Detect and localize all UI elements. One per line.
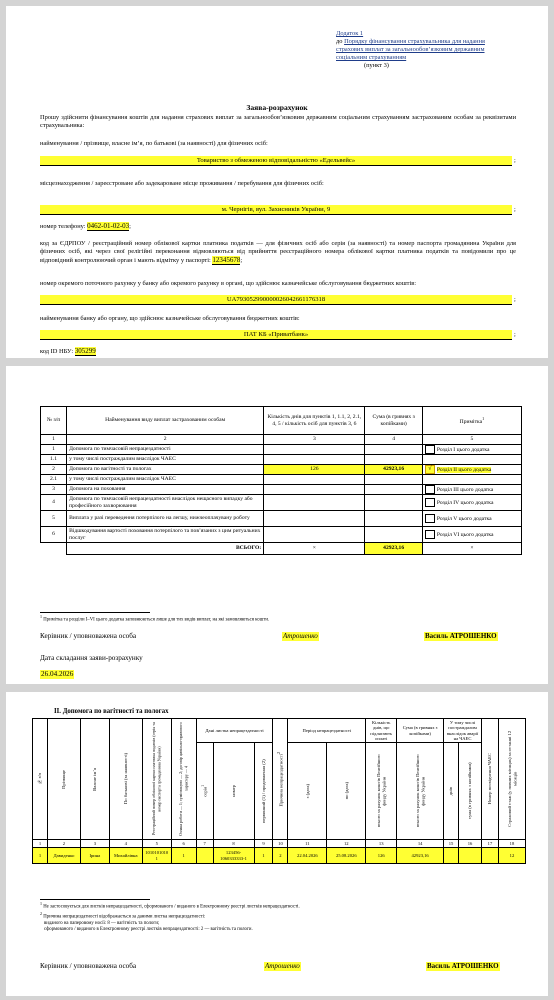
col-num: 5 (422, 435, 521, 445)
page-3 (6, 692, 548, 996)
col-num: 1 (41, 435, 67, 445)
col-num: 10 (273, 840, 288, 848)
row-days (264, 445, 365, 455)
annex-title[interactable]: Додаток 1 (336, 30, 364, 37)
row-note (422, 511, 521, 527)
row-note-text: Розділ II цього додатка (436, 466, 492, 473)
total-row (41, 543, 522, 555)
row-note-text: Розділ I цього додатка (436, 446, 490, 453)
col-num: 17 (482, 840, 499, 848)
row-note (422, 455, 521, 465)
row-num: 2 (41, 465, 67, 475)
row-note (422, 495, 521, 511)
cell-ch-sum (459, 848, 482, 864)
page-title: Заява-розрахунок (246, 103, 308, 112)
header-name: Найменування виду виплат застрахованим особам (67, 407, 264, 435)
row-sum (365, 495, 422, 511)
row-note (422, 485, 521, 495)
col-num: 11 (288, 840, 327, 848)
h-from: з (дата) (288, 743, 327, 840)
row-num: 6 (41, 527, 67, 543)
cell-from: 22.04.2026 (288, 848, 327, 864)
row-sum (365, 475, 422, 485)
row-name: Допомога по тимчасовій непрацездатності внаслідок нещасного випадку або професійного захворювання (67, 495, 264, 511)
maternity-table (32, 718, 526, 864)
header-note: Примітка$^1$ (422, 407, 521, 435)
col-num: 9 (254, 840, 273, 848)
cell-num: 1 (33, 848, 48, 864)
row-sum (365, 511, 422, 527)
h-number: номер (213, 743, 254, 840)
row-note-text: Розділ V цього додатка (436, 515, 492, 522)
row-name: у тому числі постраждалим внаслідок ЧАЕС (67, 455, 264, 465)
h-sick-group: Дані листка непрацездатності (196, 719, 273, 743)
head-label: Керівник / уповноважена особа (40, 632, 137, 640)
header-days: Кількість днів для пунктів 1, 1.1, 2, 2.1, 4, 5 / кількість осіб для пунктів 3, 6 (264, 407, 365, 435)
cell-cert (482, 848, 499, 864)
h-to: по (дата) (327, 743, 366, 840)
row-days (264, 455, 365, 465)
cell-rnokpp: 1010101010 1 (142, 848, 171, 864)
row-note (422, 445, 521, 455)
table-row[interactable] (41, 455, 522, 465)
bank-label: найменування банку або органу, що здійснює казначейське обслуговування бюджетних коштів: (40, 315, 300, 322)
semicolon: ; (514, 157, 516, 164)
address-label: місцезнаходження / зареєстроване або задекароване місце проживання / перебування для фізичних осіб: (40, 180, 324, 187)
h-chaes-group: У тому числі постраждалим внаслідок аварії на ЧАЕС (444, 719, 482, 743)
page-1 (6, 6, 548, 358)
date-label: Дата складання заяви-розрахунку (40, 654, 143, 662)
row-days (264, 495, 365, 511)
account-field[interactable] (40, 295, 512, 305)
h-reason: Причина непрацездатності$^2$ (273, 719, 288, 840)
row-note (422, 527, 521, 543)
phone-row: номер телефону: 0462-01-02-03; (40, 222, 131, 230)
total-sum[interactable]: 42923,16 (365, 543, 422, 555)
bank-value: ПАТ КБ «Приватбанк» (243, 331, 309, 338)
nbu-row (40, 347, 96, 356)
checkbox[interactable]: √ (425, 465, 435, 474)
footnotes: $^1$ Не застосовується для листків непрацездатності, сформованого / виданого в Електронному реєстрі листків непрацездатності. $^2$ Причина непрацездатності відображається за даними листка непрацездатності: виданого на паперовому носії: 8 — вагітність та пологи; сформованого / виданого в Електронному реєстрі листків непрацездатності: 2 — вагітність та пологи. (40, 901, 520, 934)
row-sum (365, 445, 422, 455)
cell-number: 123456-1060333333-1 (213, 848, 254, 864)
address-field[interactable] (40, 205, 512, 215)
checkbox[interactable] (425, 514, 435, 523)
h-ch-sum: сума (в гривнях з копійками) (459, 743, 482, 840)
h-rnokpp: Реєстраційний номер облікової картки платника податків (серія та номер паспорта громадянина України) (142, 719, 171, 840)
semicolon: ; (514, 331, 516, 338)
date-value[interactable]: 26.04.2026 (41, 670, 74, 678)
table-row[interactable] (41, 465, 522, 475)
annex-to: до (336, 38, 343, 45)
edrpou-label: код за ЄДРПОУ / реєстраційний номер облікової картки платника податків — для фізичних осіб або серія (за наявності) та номер паспорта громадянина України для фізичних осіб, які через свої релігійні переконання відмовляються від прийняття реєстраційного номера облікової картки платника податків та повідомили про це відповідний контролюючий орган і мають відмітку у паспорті: 12345678; (40, 240, 516, 264)
bank-field[interactable] (40, 330, 512, 340)
col-num: 3 (80, 840, 109, 848)
cell-surname: Давиденко (47, 848, 80, 864)
row-name: Допомога на поховання (67, 485, 264, 495)
col-num: 3 (264, 435, 365, 445)
row-num: 4 (41, 495, 67, 511)
footnote-divider (40, 899, 150, 900)
account-value: UA793052990000026042661176318 (226, 296, 326, 303)
signature[interactable]: Атрошенко (283, 632, 318, 640)
cell-insurance: 12 (498, 848, 525, 864)
cell-firstname: Ірина (80, 848, 109, 864)
cell-reason: 2 (273, 848, 288, 864)
h-firstname: Власне ім’я (80, 719, 109, 840)
col-num: 5 (142, 840, 171, 848)
name-value: Товариство з обмеженою відповідальністю «Едельвейс» (196, 157, 356, 164)
h-sum-group: Сума (в гривнях з копійками) (397, 719, 444, 743)
row-name: Відшкодування вартості поховання потерпілого та пов’язаних з цим ритуальних послуг (67, 527, 264, 543)
cell-sum: 42923,16 (397, 848, 444, 864)
h-chaes-cert: Номер посвідчення ЧАЕС (482, 719, 499, 840)
row-name: у тому числі постраждалим внаслідок ЧАЕС (67, 475, 264, 485)
cell-days: 126 (366, 848, 397, 864)
checkbox[interactable] (425, 445, 435, 454)
row-note-text: Розділ III цього додатка (436, 486, 494, 493)
col-num: 1 (33, 840, 48, 848)
col-num: 12 (327, 840, 366, 848)
cell-sign: 1 (171, 848, 196, 864)
table-header-row (41, 407, 522, 435)
col-num: 15 (444, 840, 459, 848)
col-num: 8 (213, 840, 254, 848)
row-num: 1.1 (41, 455, 67, 465)
row-note (422, 465, 521, 475)
semicolon: ; (514, 296, 516, 303)
head-name[interactable]: Василь АТРОШЕНКО (425, 632, 497, 640)
h-sign-work: Ознака роботи — 1; сумісництво — 2; договір цивільно-правового характеру — 4 (171, 719, 196, 840)
h-series: серія$^1$ (196, 743, 213, 840)
footnote-divider (40, 612, 150, 613)
cell-ch-days (444, 848, 459, 864)
name-field[interactable] (40, 156, 512, 166)
section-title: II. Допомога по вагітності та пологах (54, 708, 169, 715)
cell-primary: 1 (254, 848, 273, 864)
payments-table (40, 406, 522, 555)
row-num: 3 (41, 485, 67, 495)
table-row[interactable] (41, 527, 522, 543)
cell-to: 25.08.2026 (327, 848, 366, 864)
row-num: 1 (41, 445, 67, 455)
table-row[interactable] (41, 495, 522, 511)
phone-value[interactable]: 0462-01-02-03 (87, 222, 130, 230)
footnote-1: Не застосовується для листків непрацездатності, сформованого / виданого в Електронному реєстрі листків непрацездатності. (43, 904, 300, 910)
row-sum (365, 455, 422, 465)
signature[interactable]: Атрошенко (265, 962, 300, 970)
semicolon: ; (514, 206, 516, 213)
phone-label: номер телефону: (40, 223, 86, 230)
row-num: 5 (41, 511, 67, 527)
nbu-value[interactable]: 305299 (74, 347, 96, 355)
h-insurance: Страховий стаж (у повних місяцях) за останні 12 місяців (498, 719, 525, 840)
footnote-3: виданого на паперовому носії: 8 — вагітність та пологи; (44, 921, 160, 926)
h-period-group: Період непрацездатності (288, 719, 366, 743)
row-note (422, 475, 521, 485)
address-value: м. Чернігів, вул. Захисників України, 9 (221, 206, 331, 213)
table-row[interactable] (41, 445, 522, 455)
edrpou-value[interactable]: 12345678 (212, 256, 241, 264)
footnote-2: Причина непрацездатності відображається за даними листка непрацездатності: (43, 914, 206, 920)
annex-block (336, 30, 486, 70)
h-days-group: Кількість днів, що підлягають оплаті (366, 719, 397, 743)
row-days: 126 (264, 465, 365, 475)
annex-point: (пункт 3) (364, 62, 389, 69)
col-num: 2 (67, 435, 264, 445)
h-sum-sub: всього за рахунок коштів Пенсійного фонду України (397, 743, 444, 840)
h-surname: Прізвище (47, 719, 80, 840)
col-num: 4 (109, 840, 142, 848)
table-row[interactable] (41, 485, 522, 495)
h-num: № з/п (33, 719, 48, 840)
col-num: 14 (397, 840, 444, 848)
cell-series (196, 848, 213, 864)
table-row[interactable] (41, 475, 522, 485)
head-label: Керівник / уповноважена особа (40, 962, 137, 970)
checkbox[interactable] (425, 498, 435, 507)
row-sum: 42923,16 (365, 465, 422, 475)
table-row[interactable] (33, 848, 526, 864)
nbu-label: код ID НБУ: (40, 348, 74, 355)
intro-text: Прошу здійснити фінансування коштів для надання страхових виплат за загальнообов’язковим державним соціальним страхуванням застрахованим особам за реквізитами страхувальника: (40, 114, 516, 129)
column-numbers-row (33, 840, 526, 848)
h-ch-days: днів (444, 743, 459, 840)
account-label: номер окремого поточного рахунку у банку або окремого рахунку в органі, що здійснює казначейське обслуговування бюджетних коштів: (40, 280, 417, 287)
row-sum (365, 527, 422, 543)
row-name: Допомога по тимчасовій непрацездатності (67, 445, 264, 455)
footnote: $^1$ Примітка та розділи I–VI цього додатка заповнюються лише для тих видів виплат, на які замовляються кошти. (40, 614, 270, 623)
col-num: 16 (459, 840, 482, 848)
row-note-text: Розділ IV цього додатка (436, 499, 494, 506)
row-days (264, 475, 365, 485)
checkbox[interactable] (425, 485, 435, 494)
column-numbers-row (41, 435, 522, 445)
page-2 (6, 366, 548, 684)
h-primary: первинний (1) / продовження (2) (254, 743, 273, 840)
col-num: 2 (47, 840, 80, 848)
cell-patronymic: Михайлівна (109, 848, 142, 864)
row-days (264, 511, 365, 527)
header-sum: Сума (в гривнях з копійками) (365, 407, 422, 435)
row-sum (365, 485, 422, 495)
col-num: 13 (366, 840, 397, 848)
row-note-text: Розділ VI цього додатка (436, 531, 494, 538)
row-name: Допомога по вагітності та пологах (67, 465, 264, 475)
h-patronymic: По батькові (за наявності) (109, 719, 142, 840)
name-label: найменування / прізвище, власне ім’я, по батькові (за наявності) для фізичних осіб: (40, 140, 268, 147)
row-name: Виплата у разі переведення потерпілого на легшу, нижчеоплачувану роботу (67, 511, 264, 527)
h-days-sub: всього за рахунок коштів Пенсійного фонду України (366, 743, 397, 840)
table-row[interactable] (41, 511, 522, 527)
total-label: ВСЬОГО: (67, 543, 264, 555)
annex-link[interactable]: Порядку фінансування страхувальника для надання страхових виплат за загальнообов’язковим державним соціальним страхуванням (336, 38, 485, 61)
total-note: × (422, 543, 521, 555)
header-num: № з/п (41, 407, 67, 435)
total-days: × (264, 543, 365, 555)
row-days (264, 485, 365, 495)
col-num: 6 (171, 840, 196, 848)
row-num: 2.1 (41, 475, 67, 485)
row-days (264, 527, 365, 543)
col-num: 7 (196, 840, 213, 848)
checkbox[interactable] (425, 530, 435, 539)
col-num: 18 (498, 840, 525, 848)
col-num: 4 (365, 435, 422, 445)
table-body (41, 445, 522, 543)
head-name[interactable]: Василь АТРОШЕНКО (427, 962, 499, 970)
footnote-4: сформованого / виданого в Електронному реєстрі листків непрацездатності: 2 — вагітність та пологи. (44, 927, 253, 933)
